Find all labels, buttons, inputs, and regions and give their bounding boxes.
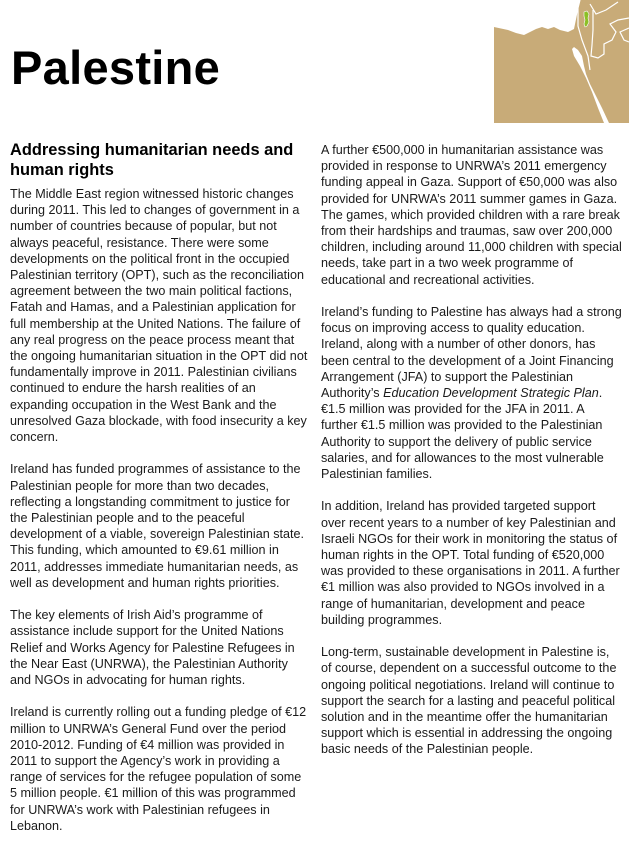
education-text-start: Ireland’s funding to Palestine has always had a strong focus on improving access to quality education. Ireland, along with a number of other donors, has been central to the development of a Joint Financing Arrangement (JFA) to support the Palestinian Authority’s xyxy=(321,305,622,401)
paragraph-gaza-assistance: A further €500,000 in humanitarian assistance was provided in response to UNRWA’s 2011 emergency funding appeal in Gaza. Support of €50,000 was also provided for UNRWA’s 2011 summer games in Gaza. The games, which provided children with a rare break from their hardships and traumas, saw over 200,000 children, including around 11,000 children with special needs, take part in a two week programme of educational and recreational activities. xyxy=(321,143,622,287)
page-title: Palestine xyxy=(11,41,221,94)
paragraph-education-funding xyxy=(321,304,623,482)
paragraph-ireland-funding: Ireland has funded programmes of assistance to the Palestinian people for more than two decades, reflecting a longstanding commitment to justice for the Palestinian people and to the peaceful development of a viable, sovereign Palestinian state. This funding, which amounted to €9.61 million in 2011, addresses immediate humanitarian needs, as well as development and human rights priorities. xyxy=(10,462,305,590)
left-column xyxy=(10,140,310,850)
paragraph-long-term-development: Long-term, sustainable development in Palestine is, of course, dependent on a successful outcome to the ongoing political negotiations. Ireland will continue to support the search for a lasting and peaceful political solution and in the meantime offer the humanitarian support which is essential in addressing the ongoing basic needs of the Palestinian people. xyxy=(321,645,617,757)
paragraph-unrwa-pledge: Ireland is currently rolling out a funding pledge of €12 million to UNRWA’s General Fund over the period 2010-2012. Funding of €4 million was provided in 2011 to support the Agency’s work in providing a range of services for the refugee population of some 5 million people. €1 million of this was programmed for UNRWA’s work with Palestinian refugees in Lebanon. xyxy=(10,705,307,833)
paragraph-ngo-support: In addition, Ireland has provided targeted support over recent years to a number of key Palestinian and Israeli NGOs for their work in monitoring the status of human rights in the OPT. Total funding of €520,000 was provided to these organisations in 2011. A further €1 million was also provided to NGOs involved in a range of humanitarian, development and peace building programmes. xyxy=(321,499,620,627)
region-map-icon xyxy=(494,0,629,123)
plan-title: Education Development Strategic Plan xyxy=(383,386,599,401)
right-column xyxy=(321,142,623,774)
education-text-end: . €1.5 million was provided for the JFA in 2011. A further €1.5 million was provided to the Palestinian Authority to support the delivery of public service salaries, and for allowances to the most vulnerable Palestinian families. xyxy=(321,386,604,482)
paragraph-irish-aid-elements: The key elements of Irish Aid’s programme of assistance include support for the United Nations Relief and Works Agency for Palestine Refugees in the Near East (UNRWA), the Palestinian Authority and NGOs in advocating for human rights. xyxy=(10,608,295,688)
section-heading: Addressing humanitarian needs and human rights xyxy=(10,141,294,179)
paragraph-middle-east-context: The Middle East region witnessed historic changes during 2011. This led to changes of government in a number of countries because of popular, but not always peaceful, resistance. There were some developments on the political front in the occupied Palestinian territory (OPT), such as the reconciliation agreement between the two main political factions, Fatah and Hamas, and a Palestinian application for full membership at the United Nations. The failure of any real progress on the peace process meant that the ongoing humanitarian situation in the OPT did not fundamentally improve in 2011. Palestinian civilians continued to endure the harsh realities of an expanding occupation in the West Bank and the unresolved Gaza blockade, with food insecurity a key concern. xyxy=(10,187,308,445)
map-land xyxy=(494,0,629,123)
